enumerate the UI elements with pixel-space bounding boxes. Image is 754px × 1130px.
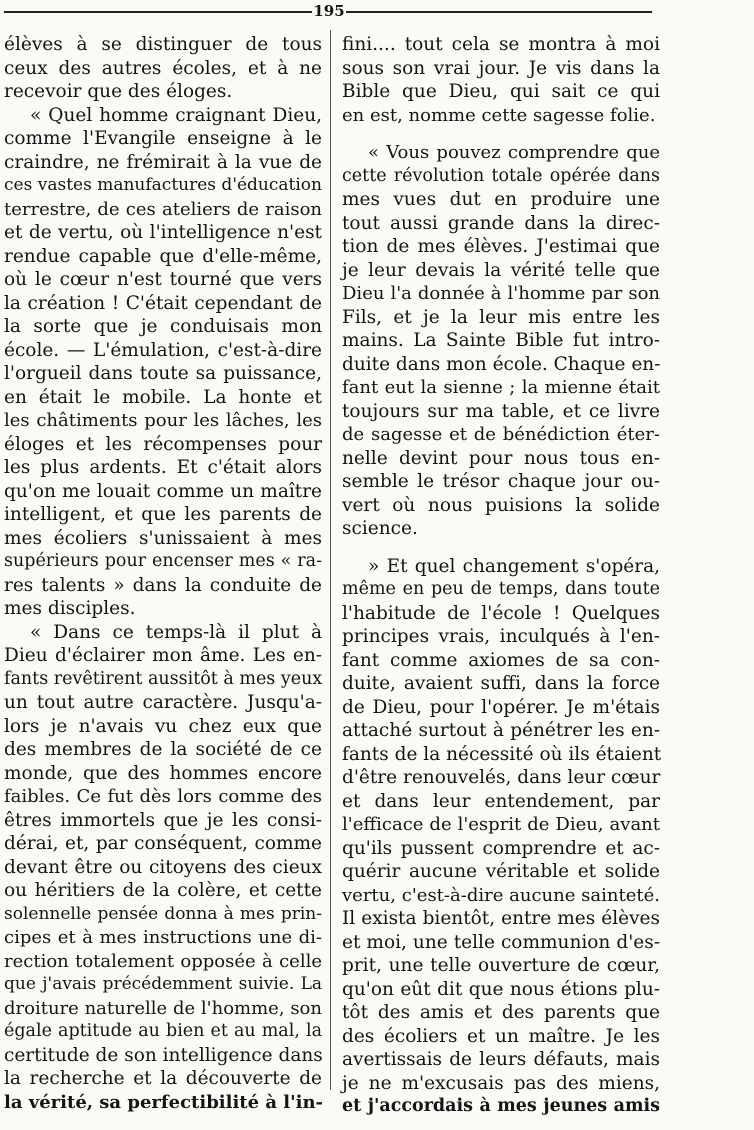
text-line: sous son vrai jour. Je vis dans la [342, 57, 660, 79]
text-line: tôt des amis et des parents que [342, 1002, 660, 1023]
text-line: tion de mes élèves. J'estimai que [342, 236, 660, 257]
text-line: l'habitude de l'école ! Quelques [342, 602, 660, 624]
text-line: élèves à se distinguer de tous [4, 34, 322, 55]
text-line: fants revêtirent aussitôt à mes yeux [4, 668, 323, 689]
text-line: fant comme axiomes de sa con- [342, 649, 660, 671]
text-line: je leur devais la vérité telle que [342, 259, 660, 281]
text-line: qu'on eût dit que nous étions plu- [342, 978, 660, 1000]
text-line: ceux des autres écoles, et à ne [4, 57, 322, 79]
text-line: rendue capable que d'elle-même, [4, 245, 322, 267]
column-divider [330, 30, 331, 1090]
text-line: » Et quel changement s'opéra, [368, 555, 660, 577]
text-line: droiture naturelle de l'homme, son [4, 997, 322, 1019]
text-line: lors je n'avais vu chez eux que [4, 715, 322, 737]
text-line: « Dans ce temps-là il plut à [30, 621, 322, 643]
header-rule [346, 11, 652, 13]
text-line: et moi, une telle communion d'es- [342, 931, 660, 953]
text-line: la vérité, sa perfectibilité à l'in- [4, 1091, 323, 1113]
text-line: recevoir que des éloges. [4, 81, 233, 102]
text-line: un tout autre caractère. Jusqu'a- [4, 692, 322, 713]
text-line: supérieurs pour encenser mes « ra- [4, 551, 322, 571]
text-line: des écoliers et un maître. Je les [342, 1025, 660, 1047]
text-line: en était le mobile. La honte et [4, 386, 322, 408]
text-line: Dieu d'éclairer mon âme. Les en- [4, 645, 322, 666]
text-line: que j'avais précédemment suivie. La [4, 974, 322, 994]
text-line: science. [342, 518, 418, 539]
text-line: de Dieu, pour l'opérer. Je m'étais [342, 696, 660, 718]
text-line: même en peu de temps, dans toute [342, 579, 660, 599]
text-line: vertu, c'est-à-dire aucune sainteté. [342, 884, 660, 906]
text-line: Bible que Dieu, qui sait ce qui [342, 81, 660, 102]
text-line: mes vues dut en produire une [342, 189, 660, 210]
text-line: intelligent, et que les parents de [4, 504, 322, 525]
text-line: fant eut la sienne ; la mienne était [342, 377, 660, 398]
text-line: tout aussi grande dans la direc- [342, 212, 660, 234]
text-line: fini.... tout cela se montra à moi [342, 34, 660, 55]
text-line: semble le trésor chaque jour ou- [342, 471, 660, 492]
text-line: l'efficace de l'esprit de Dieu, avant [342, 814, 660, 835]
text-line: les châtiments pour les lâches, les [4, 410, 322, 431]
text-line: et de vertu, où l'intelligence n'est [4, 222, 322, 243]
text-line: de sagesse et de bénédiction éter- [342, 424, 660, 445]
text-line: les plus ardents. Et c'était alors [4, 457, 322, 478]
text-line: mes écoliers s'unissaient à mes [4, 527, 322, 549]
text-line: des membres de la société de ce [4, 739, 322, 760]
text-line: duite, avaient suffi, dans la force [342, 673, 660, 694]
text-line: nelle devint pour nous tous en- [342, 447, 660, 469]
text-line: monde, que des hommes encore [4, 762, 322, 784]
text-line: et dans leur entendement, par [342, 790, 660, 812]
text-line: l'orgueil dans toute sa puissance, [4, 363, 322, 384]
text-line: êtres immortels que je les consi- [4, 809, 322, 831]
text-line: attaché surtout à pénétrer les en- [342, 720, 660, 741]
text-line: comme l'Evangile enseigne à le [4, 128, 322, 149]
text-line: école. — L'émulation, c'est-à-dire [4, 339, 322, 361]
text-line: avertissais de leurs défauts, mais [342, 1049, 660, 1070]
text-line: certitude de son intelligence dans [4, 1044, 323, 1066]
text-line: Il exista bientôt, entre mes élèves [342, 908, 660, 929]
text-line: qu'on me louait comme un maître [4, 480, 322, 502]
text-line: en est, nomme cette sagesse folie. [342, 104, 656, 126]
paragraph-gap [342, 541, 660, 555]
text-line: craindre, ne frémirait à la vue de [4, 151, 322, 173]
text-line: Fils, et je la leur mis entre les [342, 306, 660, 328]
text-line: la création ! C'était cependant de [4, 292, 322, 314]
text-column-right [342, 33, 660, 1119]
text-line: mains. La Sainte Bible fut intro- [342, 330, 660, 351]
text-line: éloges et les récompenses pour [4, 433, 322, 455]
text-line: cipes et à mes instructions une di- [4, 927, 322, 948]
text-column-left [4, 33, 322, 1114]
text-line: prit, une telle ouverture de cœur, [342, 955, 660, 976]
text-line: rection totalement opposée à celle [4, 950, 322, 972]
text-line: vert où nous puisions la solide [342, 494, 660, 516]
paragraph-gap [342, 127, 660, 141]
text-line: la recherche et la découverte de [4, 1068, 322, 1089]
text-line: ces vastes manufactures d'éducation [4, 175, 322, 195]
text-line: devant être ou citoyens des cieux [4, 856, 322, 878]
text-line: d'être renouvelés, dans leur cœur [342, 767, 661, 788]
text-line: égale aptitude au bien et au mal, la [4, 1021, 322, 1041]
text-line: toujours sur ma table, et ce livre [342, 400, 660, 422]
text-line: ou héritiers de la colère, et cette [4, 880, 322, 901]
text-line: fants de la nécessité où ils étaient [342, 743, 662, 765]
text-line: faibles. Ce fut dès lors comme des [4, 786, 322, 807]
text-line: « Vous pouvez comprendre que [368, 142, 660, 163]
text-line: « Quel homme craignant Dieu, [30, 104, 322, 126]
header-rule [4, 11, 312, 13]
text-line: cette révolution totale opérée dans [342, 165, 660, 186]
text-line: solennelle pensée donna à mes prin- [4, 903, 322, 924]
text-line: qu'ils pussent comprendre et ac- [342, 837, 660, 859]
text-line: où le cœur n'est tourné que vers [4, 269, 322, 290]
text-line: la sorte que je conduisais mon [4, 316, 322, 337]
page-number: 195 [313, 2, 345, 20]
text-line: quérir aucune véritable et solide [342, 861, 660, 882]
text-line: et j'accordais à mes jeunes amis [342, 1096, 660, 1116]
text-line: mes disciples. [4, 598, 136, 619]
text-line: principes vrais, inculqués à l'en- [342, 626, 660, 647]
text-line: je ne m'excusais pas des miens, [342, 1072, 660, 1094]
text-line: Dieu l'a donnée à l'homme par son [342, 283, 660, 304]
text-line: terrestre, de ces ateliers de raison [4, 198, 322, 220]
text-line: res talents » dans la conduite de [4, 574, 322, 596]
text-line: duite dans mon école. Chaque en- [342, 353, 661, 375]
text-line: dérai, et, par conséquent, comme [4, 833, 322, 854]
